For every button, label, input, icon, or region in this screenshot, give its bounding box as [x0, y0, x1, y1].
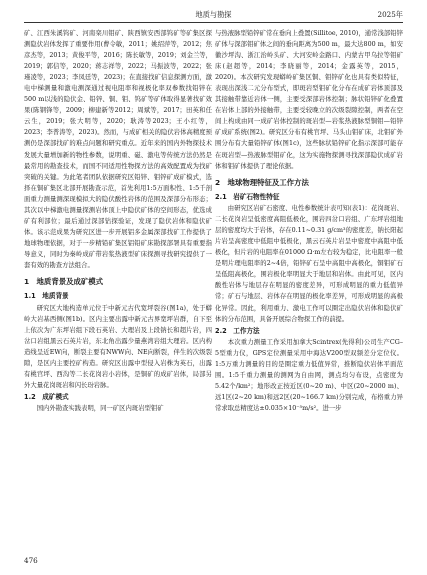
- methods-paragraph: 本次重力测量工作采用加拿大Scintrex(先得利)公司生产CG–5型重力仪，GPS定位测量采用中海达V200型双频差分定位仪。1:5万重力测量的目的是圈定重力低值异常，推断隐伏岩体平面范围。1:5千重力测量的测网为自由网，测点均匀布设，点密度为5.42个/km²；地形改正按近区(0~20 m)、中区(20~2000 m)、远1区(2~20 km)和远2区(20~166.7 km)分别完成，布格重力异常求取总精度达±0.035×10⁻⁵m/s²。进一步: [215, 339, 403, 413]
- section-2-1-heading: 2.1 岩矿石物性特征: [215, 192, 280, 201]
- section-1-1-heading: 1.1 地质背景: [24, 292, 69, 301]
- header-year: 2025年: [377, 10, 403, 19]
- intro-paragraph: 矿、江西朱溪钨矿、河南栾川钼矿、陕西镇安西部钨矿等矿集区探测隐伏岩体发挥了重要作用(曹令敏，2011；姚绍萍等，2012；焦彦杰等，2013；黄俊平等，2016；陈长敏等，2019；刘金兰等，2019；郭信等，2020；蒋志祥等，2022；马振波等，2022；张瑾凌等，2023；李凤廷等，2023)；在直接找矿信息探测方面，激电中梯测量和激电测深通过视电阻率和视极化率双参数找铅锌在500 m以浅的隐伏金、铅锌、铜、钼、钨矿等矿体取得显著找矿效果(陈钢锋等，2009；柳建新等2012；周斌等，2017；田英和任云生，2019；张大明等，2020；耿涛等2023；王小红等，2023；李普涛等，2023)。然而，与成矿相关的隐伏岩体高精度预测仍是深部找矿的难点问题和研究重点。近年来的国内外物探技术发展大量增加新的物性参数，说明重、磁、激电等传统方法仍然是最常用的勘查技术，而国不同适用性物探方法的高效配置成为找矿突破的关键。为此笔者团队依据研究区铅锌、钼锌矿成矿模式，选择在铜矿集区北部开展勘查示范，首先利用1:5万面积性、1:5千剖面重力测量测深现模拟大的隐伏酸性岩体的范围及深部分布形态；其次以中梯激电测量探测岩体顶上中隐伏矿体的空间形态，优选成矿有利部位；最后通过深部钻探验证，发现了隐伏岩体和隐伏矿体。该示范成果为研究区进一步开展铝多金属深部找矿工作提供了地球物理依据，对于一步精铅矿集区铝铅矿床勘探部署具有重要指导意义，同时为秦岭成矿带岩浆热液型矿床探测寻找研究提供了一套有效的勘查方法组合。: [24, 30, 212, 269]
- left-column: [24, 28, 212, 548]
- model-paragraph-continued: 与热液脉型铅锌矿常在垂向上叠置(Sillitoe, 2010)，通常浅部铅锌矿体与深部钼矿体之间的垂向距离为500 m，最大达800 m，如安徽沙坪沟、浙江治岭头矿、大河安岭金路口、内蒙古甲乌拉等钼矿床(赵超等，2014；李晓丽等，2014；金露英等，2015，2020)。本次研究发现蟒岭矿集区铜、钼锌矿化也具有类似特征，表现出深浅二元分布型式，即斑岩型钼矿化分布在成矿岩体顶部及其接触带靠近岩体一侧，主要受深部岩体控制；脉状铅锌矿化叠置在岩体上部的外接触带，主要受较晚立的次级裂隙控制，两者在空间上构成由同一成矿岩体控制的斑岩型—岩浆热液脉型铜钼—铅锌矿成矿系统(图2)。研究区分布有桃官坪、马头山钼矿床，北钼矿外围分布有大量铅锌矿体(图1c)，这些脉状铅锌矿化指示深部可能存在斑岩型—热液脉型钼矿化，这为实施物探测寻找深部隐伏成矿岩体和钼矿体提供了理论依据。: [215, 30, 403, 170]
- section-1-2-heading: 1.2 成矿模式: [24, 392, 69, 401]
- physical-properties-paragraph: 由研究区岩矿石密度、电性参数统计表可知(表1)：花岗斑岩、二长花岗岩呈低密度高阻低极化，围岩四岔口岩组、广东坪岩组地层的密度均大于岩体，存在0.11~0.31 g/cm³的密度差，钠长阳起片岩呈高密度中低阻中低极化，黑云石英片岩呈中密度中高阻中低极化，但片岩的电阻率在01000 Ω·m左右较为稳定，比电阻率一般是明片理电阻率的2~4倍，铅锌矿石呈中高阻中高极化，铜钼矿石呈低阻高极化，围岩极化率明显大于地层和岩体。由此可见，区内酸性岩体与地层存在明显的密度差异，可形成明显的重力低值异常；矿石与地层、岩体存在明显的极化率差异，可形成明显的高极化异常。因此，利用重力、激电工作可以圈定出隐伏岩体和隐伏矿体的分布范围，具备开展综合物探工作的前提。: [215, 205, 403, 323]
- page-header: [24, 6, 403, 20]
- section-1-heading: 1 地质背景及成矿模式: [24, 277, 104, 287]
- geology-paragraph: 研究区大地构造单元位于中新元古代宽坪裂谷(图1a)，处于蟒岭大岩基西侧(图1b)。区内主要出露中新元古界宽坪岩群，自下至上依次为广东坪岩组下段石英岩、大理岩及上段钠长和超片岩，四岔口岩组黑云石英片岩，东北角出露少量燕湾岩组大理岩。区内构造线呈近EW向，断裂主要有NWW向、NE向断裂，伴生的次级裂隙，是区内主要控矿构造。研究区出露中型侵入岩株为英石，出露有桃官坪、西沟等二长花岗岩小岩体，是铜矿的成矿岩体，局部另外大量花岗斑岩和闪长玢岩脉。: [24, 304, 212, 389]
- journal-title: 地质与勘探: [195, 10, 232, 19]
- page-number: 476: [24, 556, 38, 565]
- section-2-heading: 2 地球物理特征及工作方法: [215, 177, 309, 187]
- model-paragraph: 国内外勘查实践表明，同一矿区内斑岩型钼矿: [36, 405, 164, 413]
- section-2-2-heading: 2.2 工作方法: [215, 326, 260, 335]
- right-column: [215, 28, 403, 548]
- header-rule: [24, 22, 403, 23]
